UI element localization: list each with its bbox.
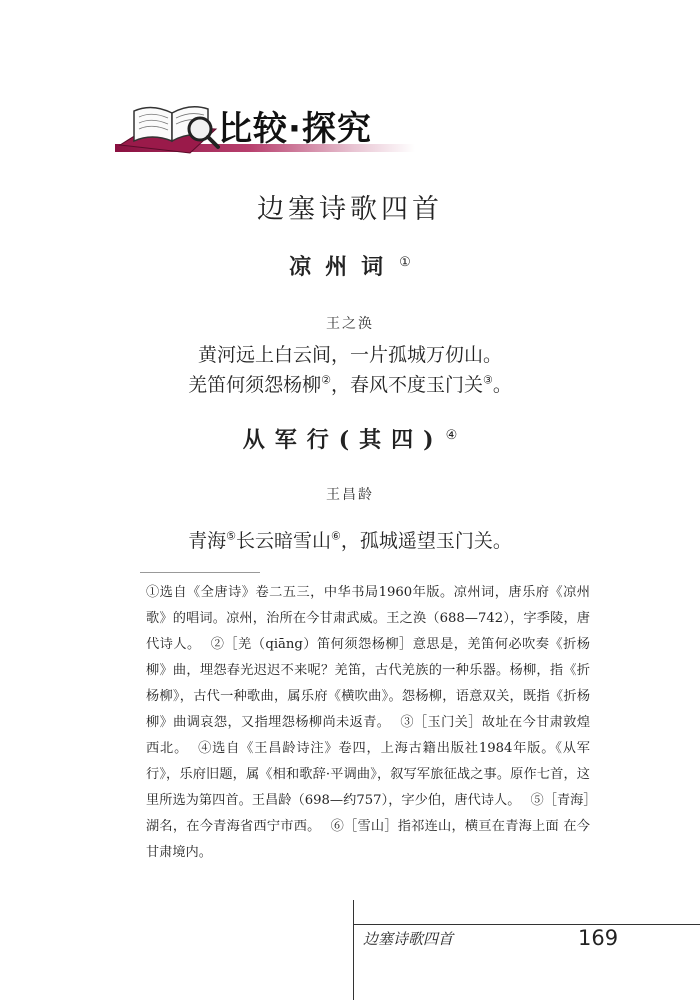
poem-line: [0, 526, 700, 553]
line-text: 羌笛何须怨杨柳: [188, 374, 322, 396]
poem-line: [0, 340, 700, 367]
footnote-ref: ①: [399, 254, 411, 270]
poem-title: [0, 250, 700, 281]
footnote: ⑤［青海］湖名，在今青海省西宁市西。: [146, 793, 590, 834]
footnote-divider: [140, 572, 260, 573]
footnote: ④选自《王昌龄诗注》卷四，上海古籍出版社1984年版。《从军行》，乐府旧题，属《相和歌辞·平调曲》，叙写军旅征战之事。原作七首，这里所选为第四首。王昌龄（698—约757），字少伯，唐代诗人。: [146, 741, 590, 808]
line-text: 黄河远上白云间，一片孤城万仞山。: [197, 344, 502, 366]
banner-title: 比较·探究: [218, 109, 372, 149]
footer-title: 边塞诗歌四首: [363, 930, 454, 948]
footer-divider-horizontal: [353, 924, 700, 925]
page-number: 169: [578, 926, 619, 950]
footnote-ref: ②: [321, 373, 331, 387]
line-text: ，春风不度玉门关: [330, 374, 483, 396]
poem-title-text: 从军行(其四): [242, 427, 444, 453]
poem-title-text: 凉州词: [289, 254, 398, 280]
poem-author: 王之涣: [326, 316, 374, 332]
footnote: ③［玉门关］故址在今甘肃敦煌西北。: [146, 715, 590, 756]
footnote-ref: ⑥: [331, 529, 341, 543]
poem-author: 王昌龄: [326, 487, 374, 503]
footnote: ⑥［雪山］指祁连山，横亘在青海上面 在今甘肃境内。: [146, 819, 590, 860]
footnotes: [146, 580, 590, 866]
line-text: 长云暗雪山: [235, 530, 331, 552]
footnote-ref: ④: [445, 427, 458, 443]
poem-line: [0, 370, 700, 397]
line-text: 。: [492, 374, 512, 396]
footnote-ref: ③: [483, 373, 493, 387]
footnote-ref: ⑤: [226, 529, 236, 543]
poem-title: [0, 423, 700, 454]
line-text: 青海: [188, 530, 227, 552]
line-text: ，孤城遥望玉门关。: [340, 530, 512, 552]
footnote: ①选自《全唐诗》卷二五三，中华书局1960年版。凉州词，唐乐府《凉州歌》的唱词。凉州，治所在今甘肃武威。王之涣（688—742），字季陵，唐代诗人。: [146, 585, 590, 652]
open-book-icon: [112, 95, 222, 157]
footer-divider-vertical: [353, 900, 354, 1000]
main-title: 边塞诗歌四首: [257, 194, 443, 225]
section-banner: [0, 95, 700, 165]
footnote: ②［羌（qiāng）笛何须怨杨柳］意思是，羌笛何必吹奏《折杨柳》曲，埋怨春光迟迟不来呢？羌笛，古代羌族的一种乐器。杨柳，指《折杨柳》，古代一种歌曲，属乐府《横吹曲》。怨杨柳，语意双关，既指《折杨柳》曲调哀怨，又指埋怨杨柳尚未返青。: [146, 637, 590, 730]
